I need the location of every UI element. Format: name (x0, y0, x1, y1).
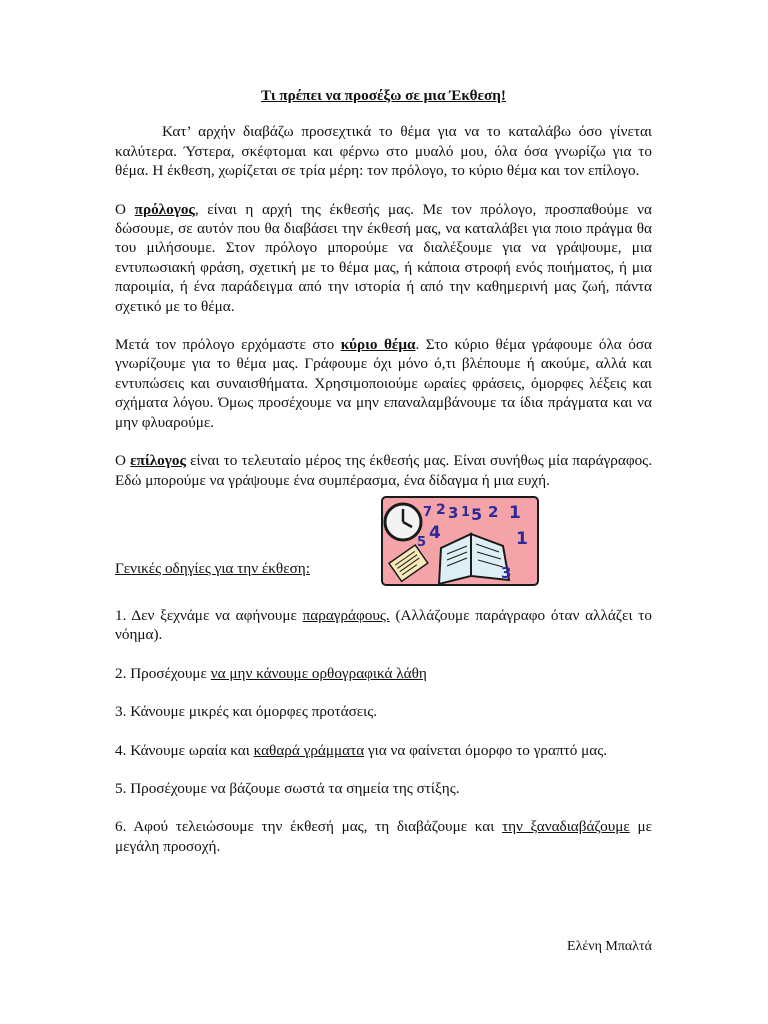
svg-text:2: 2 (436, 501, 446, 518)
guideline-text: 5. Προσέχουμε να βάζουμε σωστά τα σημεία της στίξης. (115, 779, 460, 797)
svg-text:2: 2 (488, 502, 499, 521)
document-title: Τι πρέπει να προσέξω σε μια Έκθεση! (261, 87, 506, 104)
figure-row (115, 496, 652, 586)
prologue-lead: Ο (115, 200, 135, 218)
guideline-item (115, 702, 652, 721)
prologue-paragraph (115, 200, 652, 316)
svg-text:1: 1 (516, 528, 528, 549)
main-body-term: κύριο θέμα (340, 336, 416, 354)
clock-book-numbers-clipart-icon (381, 496, 539, 586)
epilogue-paragraph (115, 451, 652, 490)
epilogue-lead: Ο (115, 452, 131, 470)
svg-text:7: 7 (423, 504, 433, 520)
main-body-text: . Στο κύριο θέμα γράφουμε όλα όσα γνωρίζουμε για το θέμα μας. Γράφουμε όχι μόνο ό,τι βλέπουμε ή ακούμε, αλλά και εντυπώσεις και συναισθήματα. Χρησιμοποιούμε ωραίες φράσεις, όμορφες λέξεις και σχήματα λόγου. Όμως προσέχουμε να μην επαναλαμβάνουμε τα ίδια πράγματα και να μην φλυαρούμε. (115, 336, 653, 431)
guideline-item (115, 817, 652, 856)
svg-text:1: 1 (461, 504, 471, 520)
prologue-term: πρόλογος (134, 200, 195, 218)
svg-text:3: 3 (501, 563, 512, 582)
document-page (115, 86, 652, 875)
intro-paragraph: Κατ’ αρχήν διαβάζω προσεχτικά το θέμα για να το καταλάβω όσο γίνεται καλύτερα. Ύστερα, σκέφτομαι και φέρνω στο μυαλό μου, όλα όσα γνωρίζω για το θέμα. Η έκθεση, χωρίζεται σε τρία μέρη: τον πρόλογο, το κύριο θέμα και τον επίλογο. (115, 123, 652, 180)
prologue-text: , είναι η αρχή της έκθεσής μας. Με τον πρόλογο, προσπαθούμε να δώσουμε, σε αυτόν που θα διαβάσει την έκθεσή μας, να καταλάβει για ποιο πράγμα θα του μιλήσουμε. Στον πρόλογο μπορούμε να διαλέξουμε για να γράψουμε, μια εντυπωσιακή φράση, σχετική με το θέμα μας, ή κάποια στροφή ενός ποιήματος, ή μια παροιμία, ή ένα παράδειγμα από την ιστορία ή από την καθημερινή μας ζωή, πάντα σχετικό με το θέμα. (115, 200, 652, 315)
guideline-text: 1. Δεν ξεχνάμε να αφήνουμε (115, 606, 303, 624)
guideline-text: 4. Κάνουμε ωραία και (115, 741, 254, 759)
guideline-underlined: την ξαναδιαβάζουμε (501, 818, 630, 836)
epilogue-term: επίλογος (130, 452, 186, 470)
guideline-item (115, 741, 652, 760)
guidelines-title: Γενικές οδηγίες για την έκθεση: (115, 559, 310, 577)
main-body-lead: Μετά τον πρόλογο ερχόμαστε στο (115, 336, 341, 354)
guideline-text: 6. Αφού τελειώσουμε την έκθεσή μας, τη διαβάζουμε και (115, 818, 502, 836)
svg-text:5: 5 (471, 504, 483, 524)
guideline-item (115, 606, 652, 645)
guideline-text: 3. Κάνουμε μικρές και όμορφες προτάσεις. (115, 703, 378, 721)
guideline-text: με μεγάλη προσοχή. (115, 818, 652, 855)
main-body-paragraph (115, 335, 652, 432)
guideline-underlined: να μην κάνουμε ορθογραφικά λάθη (210, 664, 427, 682)
guideline-text: (Αλλάζουμε παράγραφο όταν αλλάζει το νόημα). (115, 606, 652, 644)
svg-text:5: 5 (417, 534, 427, 550)
epilogue-text: είναι το τελευταίο μέρος της έκθεσής μας. Είναι συνήθως μία παράγραφος. Εδώ μπορούμε να γράψουμε ένα συμπέρασμα, ένα δίδαγμα ή μια ευχή. (115, 452, 652, 489)
guideline-underlined: παραγράφους. (302, 606, 390, 624)
guideline-text: 2. Προσέχουμε (115, 664, 211, 682)
svg-text:1: 1 (509, 502, 521, 523)
guideline-item (115, 664, 652, 683)
guideline-underlined: καθαρά γράμματα (253, 741, 365, 759)
author-signature: Ελένη Μπαλτά (567, 939, 652, 954)
guidelines-list (115, 606, 652, 856)
svg-text:4: 4 (429, 522, 441, 543)
guideline-text: για να φαίνεται όμορφο το γραπτό μας. (364, 741, 608, 759)
guideline-item (115, 779, 652, 798)
svg-text:3: 3 (448, 503, 459, 522)
